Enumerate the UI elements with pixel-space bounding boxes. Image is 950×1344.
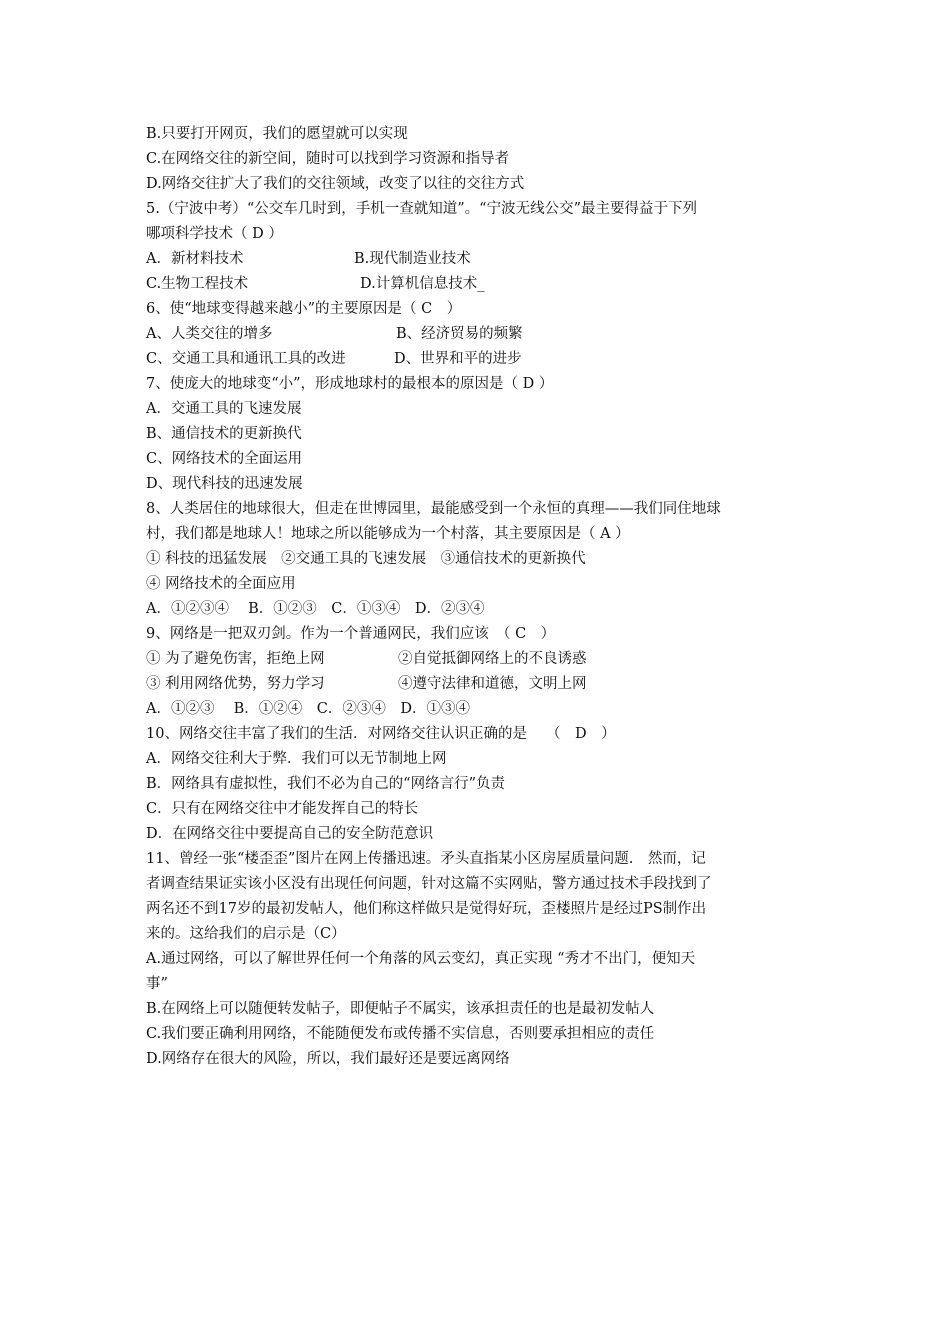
option-b-q7: B、通信技术的更新换代 xyxy=(146,426,302,442)
question-8-stem: 8、人类居住的地球很大，但走在世博园里，最能感受到一个永恒的真理——我们同住地球 xyxy=(146,501,721,517)
option-d-q6: D、世界和平的进步 xyxy=(394,351,522,367)
option-d-q10: D．在网络交往中要提高自己的安全防范意识 xyxy=(146,826,434,842)
option-a-q5: A．新材料技术 xyxy=(146,251,244,267)
option-a-q7: A．交通工具的飞速发展 xyxy=(146,401,302,417)
question-6-options-ab xyxy=(146,322,816,347)
option-d-q11: D.网络存在很大的风险，所以，我们最好还是要远离网络 xyxy=(146,1051,510,1067)
question-9-items-12 xyxy=(146,647,816,672)
option-b-q10: B．网络具有虚拟性，我们不必为自己的“网络言行”负责 xyxy=(146,776,505,792)
option-c-q5: C.生物工程技术 xyxy=(146,276,249,292)
option-a-q6: A、人类交往的增多 xyxy=(146,326,273,342)
option-c-q4: C.在网络交往的新空间，随时可以找到学习资源和指导者 xyxy=(146,151,510,167)
option-a-q11-cont: 事” xyxy=(146,976,168,992)
question-5-options-cd xyxy=(146,272,816,297)
question-11-stem-3: 两名还不到17岁的最初发帖人，他们称这样做只是觉得好玩，歪楼照片是经过PS制作出 xyxy=(146,901,707,917)
option-b-q4: B.只要打开网页，我们的愿望就可以实现 xyxy=(146,126,408,142)
item-1-q9: ① 为了避免伤害，拒绝上网 xyxy=(146,651,325,667)
option-c-q6: C、交通工具和通讯工具的改进 xyxy=(146,351,346,367)
option-b-q11: B.在网络上可以随便转发帖子，即便帖子不属实，该承担责任的也是最初发帖人 xyxy=(146,1001,655,1017)
option-c-q10: C．只有在网络交往中才能发挥自己的特长 xyxy=(146,801,419,817)
option-b-q5: B.现代制造业技术 xyxy=(354,251,471,267)
question-7-stem: 7、使庞大的地球变“小”，形成地球村的最根本的原因是（ D ） xyxy=(146,376,554,392)
question-5-stem: 5.（宁波中考）“公交车几时到，手机一查就知道”。“宁波无线公交”最主要得益于下列 xyxy=(146,201,697,217)
question-11-stem-4: 来的。这给我们的启示是（C） xyxy=(146,926,346,942)
question-8-stem-cont: 村，我们都是地球人！地球之所以能够成为一个村落，其主要原因是（ A ） xyxy=(146,526,630,542)
option-d-q5: D.计算机信息技术_ xyxy=(360,276,485,292)
question-5-stem-cont: 哪项科学技术（ D ） xyxy=(146,226,283,242)
option-d-q4: D.网络交往扩大了我们的交往领域，改变了以往的交往方式 xyxy=(146,176,525,192)
question-8-item-4: ④ 网络技术的全面应用 xyxy=(146,576,296,592)
option-b-q6: B、经济贸易的频繁 xyxy=(396,326,523,342)
option-a-q10: A．网络交往利大于弊．我们可以无节制地上网 xyxy=(146,751,447,767)
option-a-q11: A.通过网络，可以了解世界任何一个角落的风云变幻，真正实现 “秀才不出门，便知天 xyxy=(146,951,696,967)
item-4-q9: ④遵守法律和道德，文明上网 xyxy=(398,676,587,692)
question-6-options-cd xyxy=(146,347,816,372)
question-5-options-ab xyxy=(146,247,816,272)
option-c-q7: C、网络技术的全面运用 xyxy=(146,451,303,467)
question-9-stem: 9、网络是一把双刃剑。作为一个普通网民，我们应该 （ C ） xyxy=(146,626,556,642)
question-11-stem-1: 11、曾经一张“楼歪歪”图片在网上传播迅速。矛头直指某小区房屋质量问题. 然而，记 xyxy=(146,851,706,867)
document-page xyxy=(146,122,816,1072)
item-2-q9: ②自觉抵御网络上的不良诱惑 xyxy=(398,651,587,667)
question-9-options: A．①②③ B．①②④ C．②③④ D．①③④ xyxy=(146,701,470,717)
item-3-q9: ③ 利用网络优势，努力学习 xyxy=(146,676,325,692)
question-11-stem-2: 者调查结果证实该小区没有出现任何问题，针对这篇不实网贴，警方通过技术手段找到了 xyxy=(146,876,712,892)
question-8-items-123: ① 科技的迅猛发展 ②交通工具的飞速发展 ③通信技术的更新换代 xyxy=(146,551,586,567)
option-c-q11: C.我们要正确利用网络，不能随便发布或传播不实信息，否则要承担相应的责任 xyxy=(146,1026,655,1042)
question-10-stem: 10、网络交往丰富了我们的生活．对网络交往认识正确的是 （ D ） xyxy=(146,726,616,742)
question-9-items-34 xyxy=(146,672,816,697)
question-6-stem: 6、使“地球变得越来越小”的主要原因是（ C ） xyxy=(146,301,462,317)
option-d-q7: D、现代科技的迅速发展 xyxy=(146,476,303,492)
question-8-options: A．①②③④ B．①②③ C．①③④ D．②③④ xyxy=(146,601,485,617)
